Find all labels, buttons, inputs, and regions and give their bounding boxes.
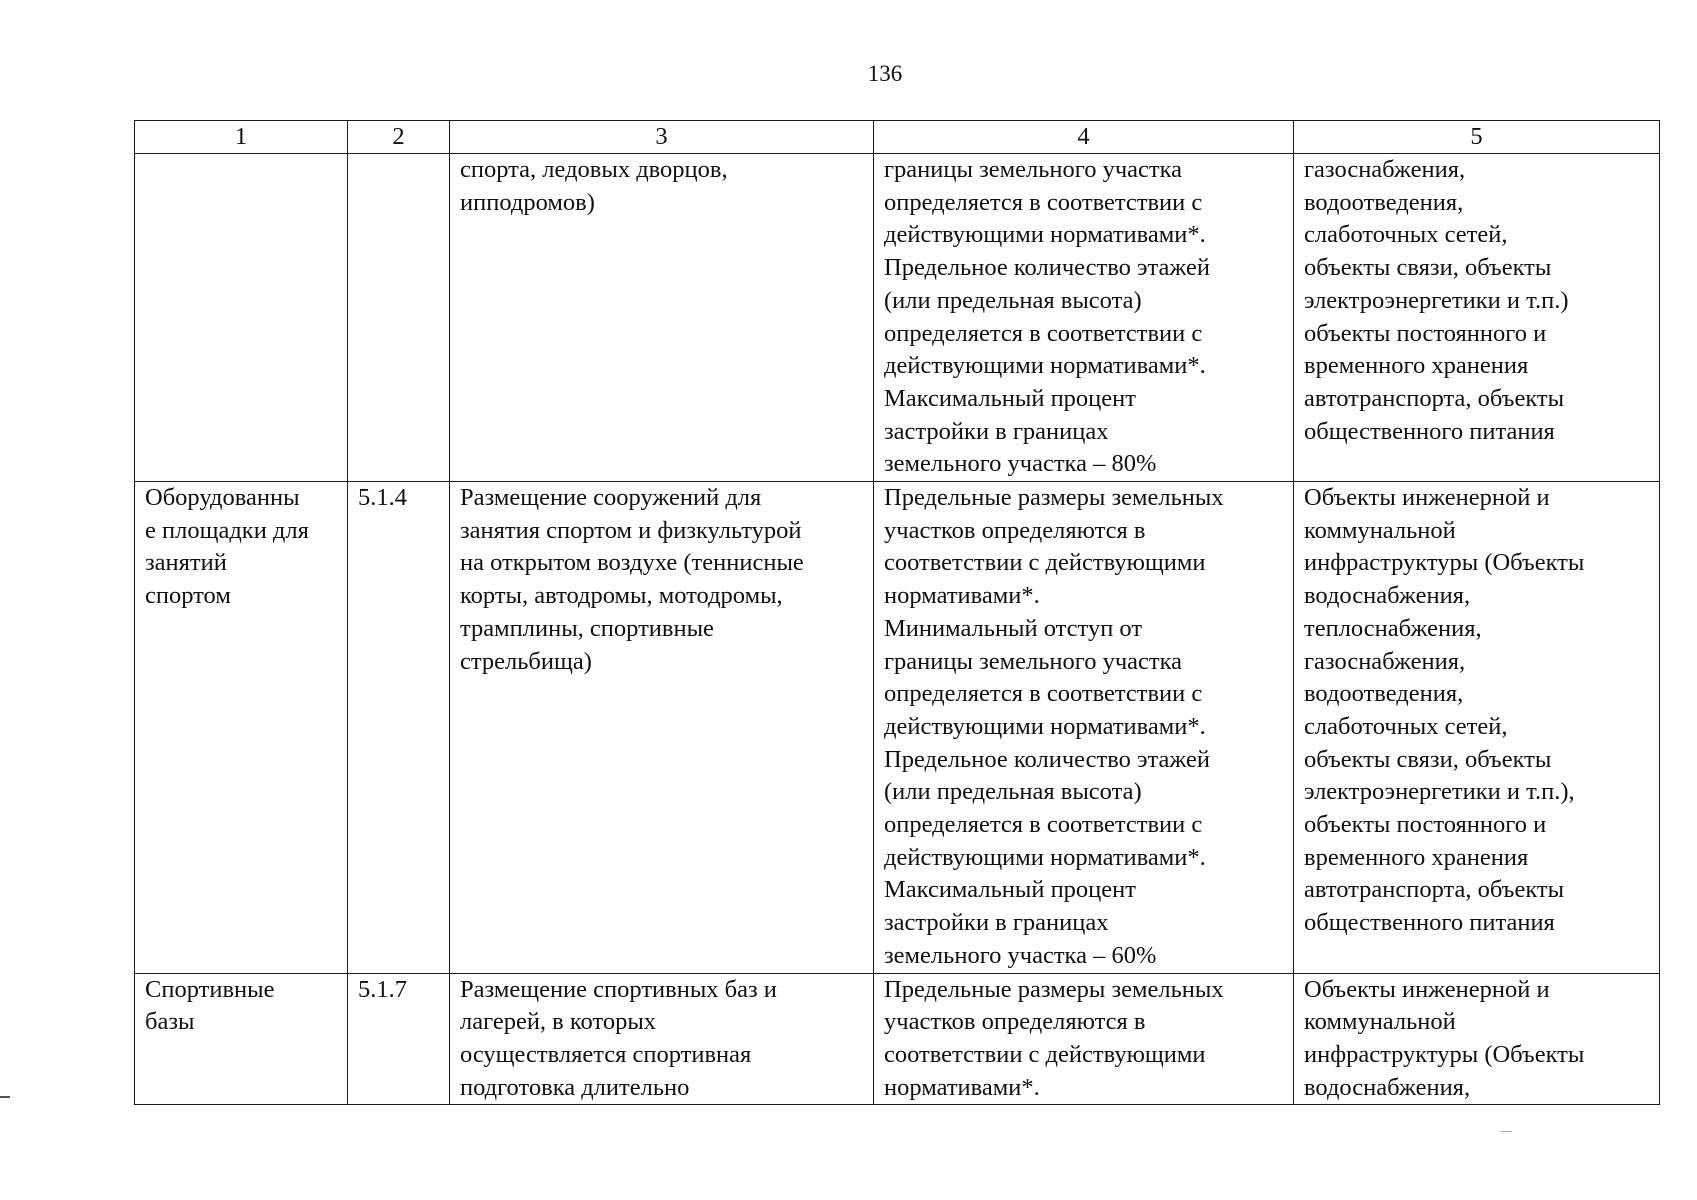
cell-text-line: временного хранения <box>1304 843 1529 871</box>
cell-text-line: теплоснабжения, <box>1304 614 1482 642</box>
cell-text-line: базы <box>145 1008 195 1036</box>
cell-use-description <box>450 973 874 1105</box>
cell-text-line: автотранспорта, объекты <box>1304 384 1565 412</box>
cell-text-line: Оборудованны <box>145 484 300 512</box>
cell-use-description <box>450 482 874 974</box>
cell-limit-parameters <box>874 154 1294 482</box>
cell-text-line: Минимальный отступ от <box>884 614 1143 642</box>
cell-text-line: действующими нормативами*. <box>884 712 1206 740</box>
column-header-2: 2 <box>348 121 450 154</box>
cell-text-line: определяется в соответствии с <box>884 680 1203 708</box>
cell-text-line: водоотведения, <box>1304 680 1464 708</box>
column-header-3: 3 <box>450 121 874 154</box>
cell-text-line: объекты связи, объекты <box>1304 745 1552 773</box>
cell-text-line: водоснабжения, <box>1304 582 1471 610</box>
cell-text-line: определяется в соответствии с <box>884 811 1203 839</box>
cell-use-name <box>135 154 348 482</box>
cell-text-line: трамплины, спортивные <box>460 614 714 642</box>
table-row-continued <box>135 154 1660 482</box>
cell-text-line: Предельное количество этажей <box>884 745 1210 773</box>
cell-limit-parameters <box>874 482 1294 974</box>
cell-text-line: застройки в границах <box>884 417 1109 445</box>
cell-text-line: границы земельного участка <box>884 647 1183 675</box>
column-header-1: 1 <box>135 121 348 154</box>
table-row-sports-bases <box>135 973 1660 1105</box>
cell-text-line: электроэнергетики и т.п.), <box>1304 778 1575 806</box>
cell-text-line: общественного питания <box>1304 909 1555 937</box>
cell-text-line: соответствии с действующими <box>884 549 1206 577</box>
cell-text-line: электроэнергетики и т.п.) <box>1304 286 1569 314</box>
cell-text-line: Размещение спортивных баз и <box>460 975 777 1003</box>
cell-text-line: Максимальный процент <box>884 384 1136 412</box>
cell-text-line: водоснабжения, <box>1304 1073 1471 1101</box>
cell-text-line: коммунальной <box>1304 516 1456 544</box>
cell-text-line: слаботочных сетей, <box>1304 221 1508 249</box>
cell-text-line: Максимальный процент <box>884 876 1136 904</box>
cell-text-line: Предельные размеры земельных <box>884 484 1224 512</box>
cell-use-name <box>135 973 348 1105</box>
cell-text-line: подготовка длительно <box>460 1073 690 1101</box>
cell-text-line: общественного питания <box>1304 417 1555 445</box>
cell-text-line: лагерей, в которых <box>460 1008 657 1036</box>
cell-text-line: объекты постоянного и <box>1304 319 1547 347</box>
scan-edge-mark <box>0 1096 10 1098</box>
cell-text-line: действующими нормативами*. <box>884 352 1206 380</box>
cell-text-line: 5.1.4 <box>358 484 407 512</box>
cell-text-line: спорта, ледовых дворцов, <box>460 156 728 183</box>
cell-text-line: осуществляется спортивная <box>460 1040 752 1068</box>
cell-use-name <box>135 482 348 974</box>
cell-text-line: объекты постоянного и <box>1304 811 1547 839</box>
cell-auxiliary-uses <box>1294 154 1660 482</box>
cell-text-line: нормативами*. <box>884 1073 1040 1101</box>
column-header-4: 4 <box>874 121 1294 154</box>
cell-text-line: инфраструктуры (Объекты <box>1304 1040 1585 1068</box>
cell-text-line: е площадки для <box>145 516 309 544</box>
cell-use-code <box>348 482 450 974</box>
cell-text-line: на открытом воздухе (теннисные <box>460 549 804 577</box>
cell-text-line: 5.1.7 <box>358 975 407 1003</box>
cell-text-line: ипподромов) <box>460 188 595 216</box>
cell-text-line: водоотведения, <box>1304 188 1464 216</box>
cell-text-line: автотранспорта, объекты <box>1304 876 1565 904</box>
cell-text-line: инфраструктуры (Объекты <box>1304 549 1585 577</box>
column-header-5: 5 <box>1294 121 1660 154</box>
cell-text-line: застройки в границах <box>884 909 1109 937</box>
cell-text-line: определяется в соответствии с <box>884 319 1203 347</box>
cell-use-code <box>348 973 450 1105</box>
table-header-row <box>135 121 1660 154</box>
cell-use-code <box>348 154 450 482</box>
cell-text-line: занятий <box>145 549 227 577</box>
cell-text-line: (или предельная высота) <box>884 286 1142 314</box>
cell-text-line: временного хранения <box>1304 352 1529 380</box>
cell-text-line: действующими нормативами*. <box>884 221 1206 249</box>
cell-text-line: стрельбища) <box>460 647 592 675</box>
cell-text-line: корты, автодромы, мотодромы, <box>460 582 783 610</box>
cell-auxiliary-uses <box>1294 482 1660 974</box>
cell-text-line: спортом <box>145 582 231 610</box>
cell-text-line: слаботочных сетей, <box>1304 712 1508 740</box>
cell-auxiliary-uses <box>1294 973 1660 1105</box>
cell-text-line: газоснабжения, <box>1304 647 1466 675</box>
cell-use-description <box>450 154 874 482</box>
table-row-sports-grounds <box>135 482 1660 974</box>
cell-limit-parameters <box>874 973 1294 1105</box>
scan-edge-mark <box>1500 1131 1512 1132</box>
cell-text-line: земельного участка – 80% <box>884 450 1157 478</box>
cell-text-line: участков определяются в <box>884 1008 1146 1036</box>
cell-text-line: Объекты инженерной и <box>1304 975 1550 1003</box>
cell-text-line: нормативами*. <box>884 582 1040 610</box>
cell-text-line: Предельное количество этажей <box>884 254 1210 282</box>
cell-text-line: объекты связи, объекты <box>1304 254 1552 282</box>
cell-text-line: (или предельная высота) <box>884 778 1142 806</box>
cell-text-line: Размещение сооружений для <box>460 484 762 512</box>
cell-text-line: газоснабжения, <box>1304 156 1466 183</box>
cell-text-line: Объекты инженерной и <box>1304 484 1550 512</box>
cell-text-line: Предельные размеры земельных <box>884 975 1224 1003</box>
cell-text-line: занятия спортом и физкультурой <box>460 516 802 544</box>
cell-text-line: действующими нормативами*. <box>884 843 1206 871</box>
cell-text-line: участков определяются в <box>884 516 1146 544</box>
cell-text-line: коммунальной <box>1304 1008 1456 1036</box>
cell-text-line: соответствии с действующими <box>884 1040 1206 1068</box>
cell-text-line: определяется в соответствии с <box>884 188 1203 216</box>
cell-text-line: земельного участка – 60% <box>884 941 1157 969</box>
cell-text-line: границы земельного участка <box>884 156 1183 183</box>
page-number: 136 <box>867 61 903 86</box>
regulations-table <box>134 120 1660 1105</box>
cell-text-line: Спортивные <box>145 975 275 1003</box>
